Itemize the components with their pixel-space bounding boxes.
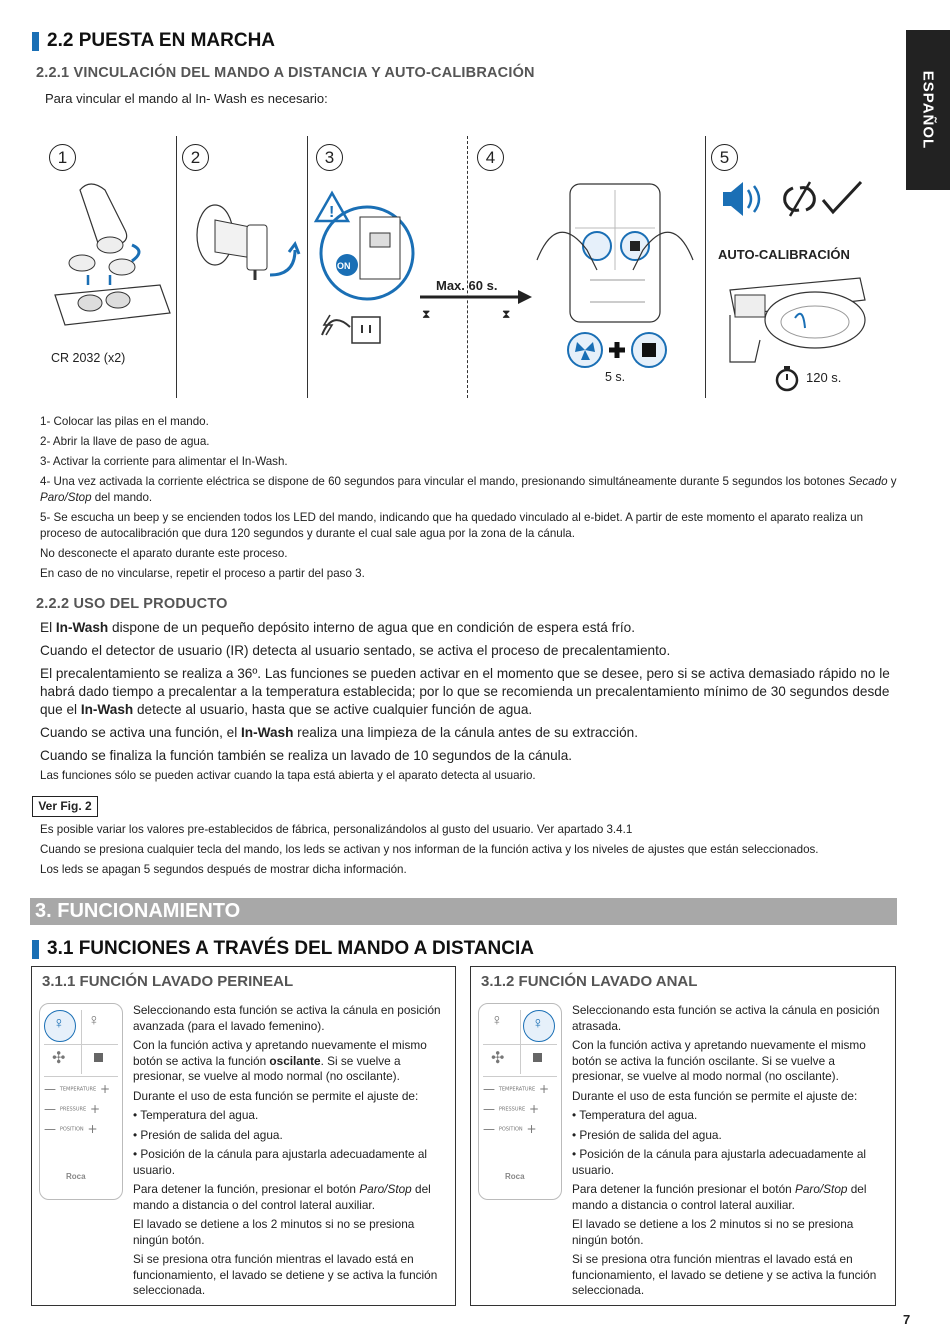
fan-plus-stop-icons (565, 330, 675, 370)
section-3-1-title: 3.1 FUNCIONES A TRAVÉS DEL MANDO A DISTANCIA (32, 938, 534, 960)
box-text (572, 1003, 886, 1299)
water-valve-illustration (185, 190, 305, 300)
pairing-figure (0, 130, 900, 405)
anal-wash-box (470, 966, 896, 1306)
box-paragraph: Seleccionando esta función se activa la cánula en posición avanzada (para el lavado femenino). (133, 1003, 441, 1033)
perineal-wash-box (31, 966, 456, 1306)
bullet: • Posición de la cánula para ajustarla adecuadamente al usuario. (133, 1147, 428, 1177)
box-paragraph: Durante el uso de esta función se permite el ajuste de: (133, 1088, 419, 1103)
svg-text:!: ! (329, 204, 335, 221)
extra-line: Los leds se apagan 5 segundos después de mostrar dicha información. (40, 863, 407, 876)
box-paragraph: El lavado se detiene a los 2 minutos si no se presiona ningún botón. (133, 1217, 415, 1247)
divider (307, 136, 308, 398)
temperature-control: — TEMPERATURE + — PRESSURE + — POSITION + (483, 1082, 550, 1136)
box-paragraph: Para detener la función, presionar el botón Paro/Stop del mando a distancia o del control lateral auxiliar. (133, 1182, 431, 1212)
step-number: 5 (711, 144, 738, 171)
use-paragraph: Cuando se finaliza la función también se realiza un lavado de 10 segundos de la cánula. (40, 748, 573, 763)
box-paragraph: Con la función activa y apretando nuevamente el mismo botón se activa la función oscilante. Si se vuelve a presionar, se vuelve al modo normal (no oscilante). (572, 1038, 866, 1083)
section-2-2-title: 2.2 PUESTA EN MARCHA (32, 30, 275, 52)
max-time-label: Max. 60 s. (436, 278, 498, 293)
use-paragraph: El In-Wash dispone de un pequeño depósito interno de agua que en condición de espera está frío. (40, 620, 636, 635)
step-number: 3 (316, 144, 343, 171)
perineal-icon: ♀ (491, 1012, 503, 1029)
bullet: • Posición de la cánula para ajustarla adecuadamente al usuario. (572, 1147, 867, 1177)
perineal-button (44, 1010, 76, 1042)
remote-hands-illustration (535, 180, 695, 325)
temperature-control: — TEMPERATURE + — PRESSURE + — POSITION + (44, 1082, 111, 1136)
remote-control-illustration (478, 1003, 562, 1200)
step-3-text: 3- Activar la corriente para alimentar el In-Wash. (40, 455, 288, 468)
step-number: 2 (182, 144, 209, 171)
intro-text: Para vincular el mando al In- Wash es necesario: (45, 91, 328, 106)
box-paragraph: El lavado se detiene a los 2 minutos si no se presiona ningún botón. (572, 1217, 854, 1247)
section-3-bar: 3. FUNCIONAMIENTO (30, 898, 897, 925)
remote-control-illustration (39, 1003, 123, 1200)
bullet: • Presión de salida del agua. (133, 1127, 283, 1142)
anal-button (523, 1010, 555, 1042)
step-number: 4 (477, 144, 504, 171)
box-title: 3.1.2 FUNCIÓN LAVADO ANAL (481, 973, 698, 990)
page-number: 7 (903, 1312, 911, 1327)
fan-icon: ✣ (52, 1050, 66, 1067)
person-icon: ♀ (53, 1015, 65, 1032)
brand-logo: Roca (505, 1172, 525, 1181)
bullet: • Temperatura del agua. (133, 1108, 259, 1122)
divider (705, 136, 706, 398)
bullet: • Presión de salida del agua. (572, 1127, 722, 1142)
box-paragraph: Si se presiona otra función mientras el lavado está en funcionamiento, el lavado se detiene y se activa la función seleccionada. (572, 1252, 877, 1297)
toilet-illustration (720, 270, 880, 365)
language-tab: ESPAÑOL (906, 30, 950, 190)
power-on-illustration (312, 185, 462, 365)
timing-arrow (410, 290, 535, 320)
stop-icon (533, 1053, 542, 1062)
divider (176, 136, 177, 398)
battery-label: CR 2032 (x2) (51, 351, 126, 365)
on-label: ON (337, 261, 351, 271)
use-paragraph: Cuando el detector de usuario (IR) detecta al usuario sentado, se activa el proceso de precalentamiento. (40, 643, 671, 658)
calibration-time-label: 120 s. (806, 370, 842, 385)
product-use-text (40, 619, 898, 784)
box-paragraph: Para detener la función presionar el botón Paro/Stop del mando a distancia o control lateral auxiliar. (572, 1182, 867, 1212)
step-1-text: 1- Colocar las pilas en el mando. (40, 415, 209, 428)
figure-reference: Ver Fig. 2 (32, 796, 98, 817)
svg-text:⧗: ⧗ (422, 307, 431, 320)
warning-text: No desconecte el aparato durante este proceso. (40, 547, 288, 560)
box-title: 3.1.1 FUNCIÓN LAVADO PERINEAL (42, 973, 294, 990)
step-4-text: 4- Una vez activada la corriente eléctrica se dispone de 60 segundos para vincular el mando, presionando simultáneamente durante 5 segundos los botones Secado y Paro/Stop del mando. (40, 475, 897, 504)
divider (467, 136, 468, 398)
retry-text: En caso de no vincularse, repetir el proceso a partir del paso 3. (40, 567, 365, 580)
stopwatch-icon (774, 365, 802, 393)
box-text (133, 1003, 447, 1299)
step-5-text: 5- Se escucha un beep y se encienden todos los LED del mando, indicando que ha quedado vinculado al e-bidet. A partir de este momento el aparato realiza un proceso de autocalibración que dura 120 segundos y durante el cual sale agua por la zona de la cánula. (40, 511, 864, 540)
box-paragraph: Si se presiona otra función mientras el lavado está en funcionamiento, el lavado se detiene y se activa la función seleccionada. (133, 1252, 438, 1297)
stop-icon (94, 1053, 103, 1062)
box-paragraph: Durante el uso de esta función se permite el ajuste de: (572, 1088, 858, 1103)
battery-install-illustration (40, 175, 175, 345)
extra-line: Es posible variar los valores pre-establecidos de fábrica, personalizándolos al gusto del usuario. Ver apartado 3.4.1 (40, 823, 633, 836)
fan-icon: ✣ (491, 1050, 505, 1067)
section-2-2-1-title: 2.2.1 VINCULACIÓN DEL MANDO A DISTANCIA Y AUTO-CALIBRACIÓN (36, 65, 535, 81)
extra-line: Cuando se presiona cualquier tecla del mando, los leds se activan y nos informan de la función activa y los niveles de ajustes que están seleccionados. (40, 843, 819, 856)
heading-bar (32, 940, 39, 959)
sound-and-link-icons (718, 180, 868, 220)
section-2-2-2-title: 2.2.2 USO DEL PRODUCTO (36, 596, 228, 612)
steps-list (40, 414, 898, 582)
use-paragraph: Cuando se activa una función, el In-Wash realiza una limpieza de la cánula antes de su extracción. (40, 725, 638, 740)
person-icon: ♀ (532, 1015, 544, 1032)
svg-text:⧗: ⧗ (502, 307, 511, 320)
auto-calibration-label: AUTO-CALIBRACIÓN (718, 247, 850, 262)
box-paragraph: Seleccionando esta función se activa la cánula en posición atrasada. (572, 1003, 880, 1033)
box-paragraph: Con la función activa y apretando nuevamente el mismo botón se activa la función oscilante. Si se vuelve a presionar, se vuelve al modo normal (no oscilante). (133, 1038, 427, 1083)
use-paragraph: Las funciones sólo se pueden activar cuando la tapa está abierta y el aparato detecta al usuario. (40, 769, 536, 782)
bullet: • Temperatura del agua. (572, 1108, 698, 1122)
step-number: 1 (49, 144, 76, 171)
use-paragraph: El precalentamiento se realiza a 36º. Las funciones se pueden activar en el momento que se desee, pero si se activa demasiado rápido no le habrá dado tiempo a precalentar a la temperatura establecida; por lo que se recomienda un precalentamiento mínimo de 30 segundos desde que el In-Wash detecte al usuario, hasta que se active cualquier función de agua. (40, 666, 890, 717)
brand-logo: Roca (66, 1172, 86, 1181)
extra-info (40, 822, 910, 878)
step-2-text: 2- Abrir la llave de paso de agua. (40, 435, 210, 448)
five-seconds-label: 5 s. (605, 370, 626, 384)
anal-wash-icon: ♀ (88, 1012, 100, 1029)
heading-bar (32, 32, 39, 51)
